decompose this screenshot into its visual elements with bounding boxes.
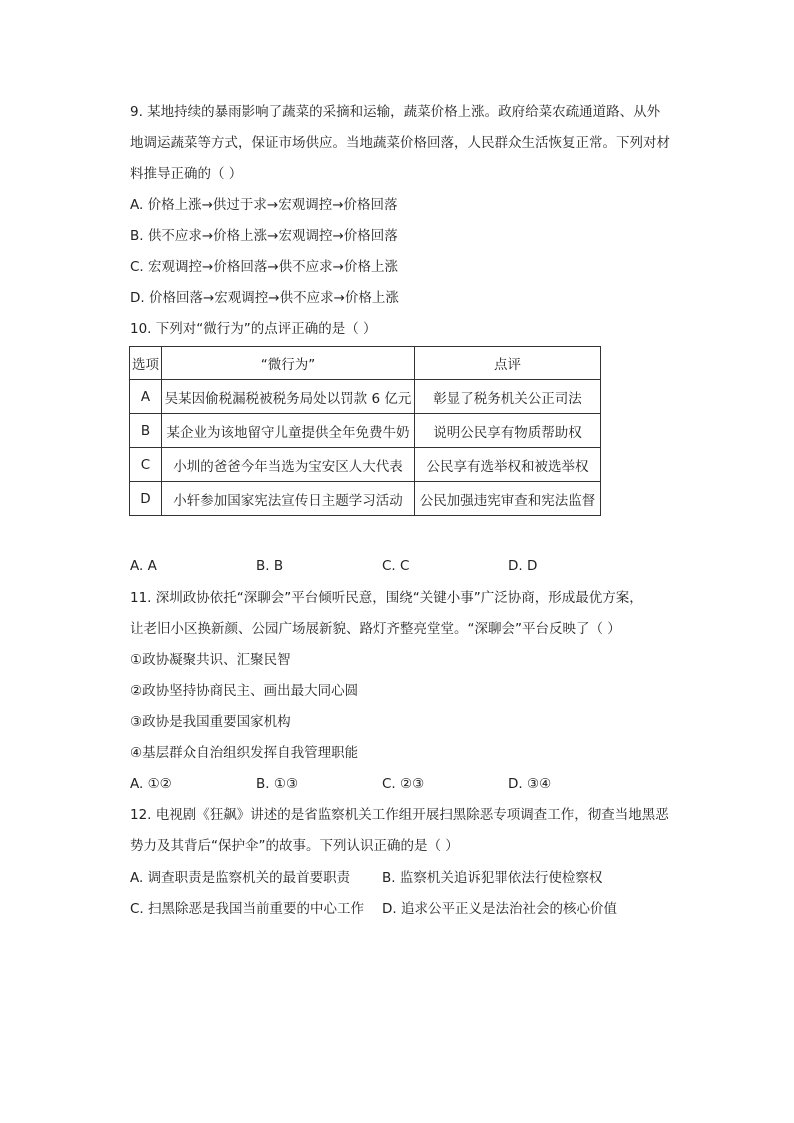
table-cell: 公民享有选举权和被选举权	[415, 448, 601, 482]
q12-stem-line-2: 势力及其背后“保护伞”的故事。下列认识正确的是（ ）	[130, 838, 459, 854]
table-cell: 吴某因偷税漏税被税务局处以罚款 6 亿元	[162, 380, 415, 414]
table-header-row	[130, 347, 601, 380]
q10-option-b: B. B	[256, 558, 284, 574]
q9-option-d: D. 价格回落→宏观调控→供不应求→价格上涨	[130, 290, 399, 306]
q11-option-b: B. ①③	[256, 776, 299, 792]
q9-stem-line-2: 地调运蔬菜等方式，保证市场供应。当地蔬菜价格回落，人民群众生活恢复正常。下列对材	[130, 135, 670, 151]
table-row	[130, 448, 601, 482]
q11-option-d: D. ③④	[508, 776, 552, 792]
q9-stem-line-3: 料推导正确的（ ）	[130, 166, 243, 182]
q11-statement-1: ①政协凝聚共识、汇聚民智	[130, 652, 291, 668]
q11-statement-4: ④基层群众自治组织发挥自我管理职能	[130, 745, 359, 761]
q11-option-c: C. ②③	[382, 776, 425, 792]
q9-stem-line-1: 9. 某地持续的暴雨影响了蔬菜的采摘和运输，蔬菜价格上涨。政府给菜农疏通道路、从外	[130, 104, 661, 120]
table-row	[130, 380, 601, 414]
q11-stem-line-1: 11. 深圳政协依托“深聊会”平台倾听民意，围绕“关键小事”广泛协商，形成最优方案，	[130, 590, 643, 606]
q12-option-d: D. 追求公平正义是法治社会的核心价值	[382, 901, 617, 917]
table-cell: 彰显了税务机关公正司法	[415, 380, 601, 414]
table-header-cell: “微行为”	[162, 347, 415, 380]
table-header-cell: 选项	[130, 347, 162, 380]
q9-option-a: A. 价格上涨→供过于求→宏观调控→价格回落	[130, 197, 398, 213]
table-cell: D	[130, 482, 162, 516]
table-cell: 小圳的爸爸今年当选为宝安区人大代表	[162, 448, 415, 482]
q12-stem-line-1: 12. 电视剧《狂飙》讲述的是省监察机关工作组开展扫黑除恶专项调查工作，彻查当地黑恶	[130, 807, 669, 823]
q10-option-c: C. C	[382, 558, 410, 574]
table-cell: B	[130, 414, 162, 448]
q12-option-b: B. 监察机关追诉犯罪依法行使检察权	[382, 870, 603, 886]
table-row	[130, 414, 601, 448]
q10-option-d: D. D	[508, 558, 538, 574]
q11-option-a: A. ①②	[130, 776, 172, 792]
q9-option-b: B. 供不应求→价格上涨→宏观调控→价格回落	[130, 228, 398, 244]
table-cell: A	[130, 380, 162, 414]
table-header-cell: 点评	[415, 347, 601, 380]
q10-option-a: A. A	[130, 558, 157, 574]
table-cell: 公民加强违宪审查和宪法监督	[415, 482, 601, 516]
table-cell: C	[130, 448, 162, 482]
q11-statement-3: ③政协是我国重要国家机构	[130, 714, 291, 730]
q9-option-c: C. 宏观调控→价格回落→供不应求→价格上涨	[130, 259, 398, 275]
q10-stem: 10. 下列对“微行为”的点评正确的是（ ）	[130, 321, 377, 337]
q11-statement-2: ②政协坚持协商民主、画出最大同心圆	[130, 683, 359, 699]
q12-option-c: C. 扫黑除恶是我国当前重要的中心工作	[130, 901, 365, 917]
q10-table	[129, 346, 601, 516]
q12-option-a: A. 调查职责是监察机关的最首要职责	[130, 870, 351, 886]
table-cell: 说明公民享有物质帮助权	[415, 414, 601, 448]
table-cell: 某企业为该地留守儿童提供全年免费牛奶	[162, 414, 415, 448]
q11-stem-line-2: 让老旧小区换新颜、公园广场展新貌、路灯齐整亮堂堂。“深聊会”平台反映了（ ）	[130, 621, 621, 637]
table-cell: 小轩参加国家宪法宣传日主题学习活动	[162, 482, 415, 516]
table-row	[130, 482, 601, 516]
